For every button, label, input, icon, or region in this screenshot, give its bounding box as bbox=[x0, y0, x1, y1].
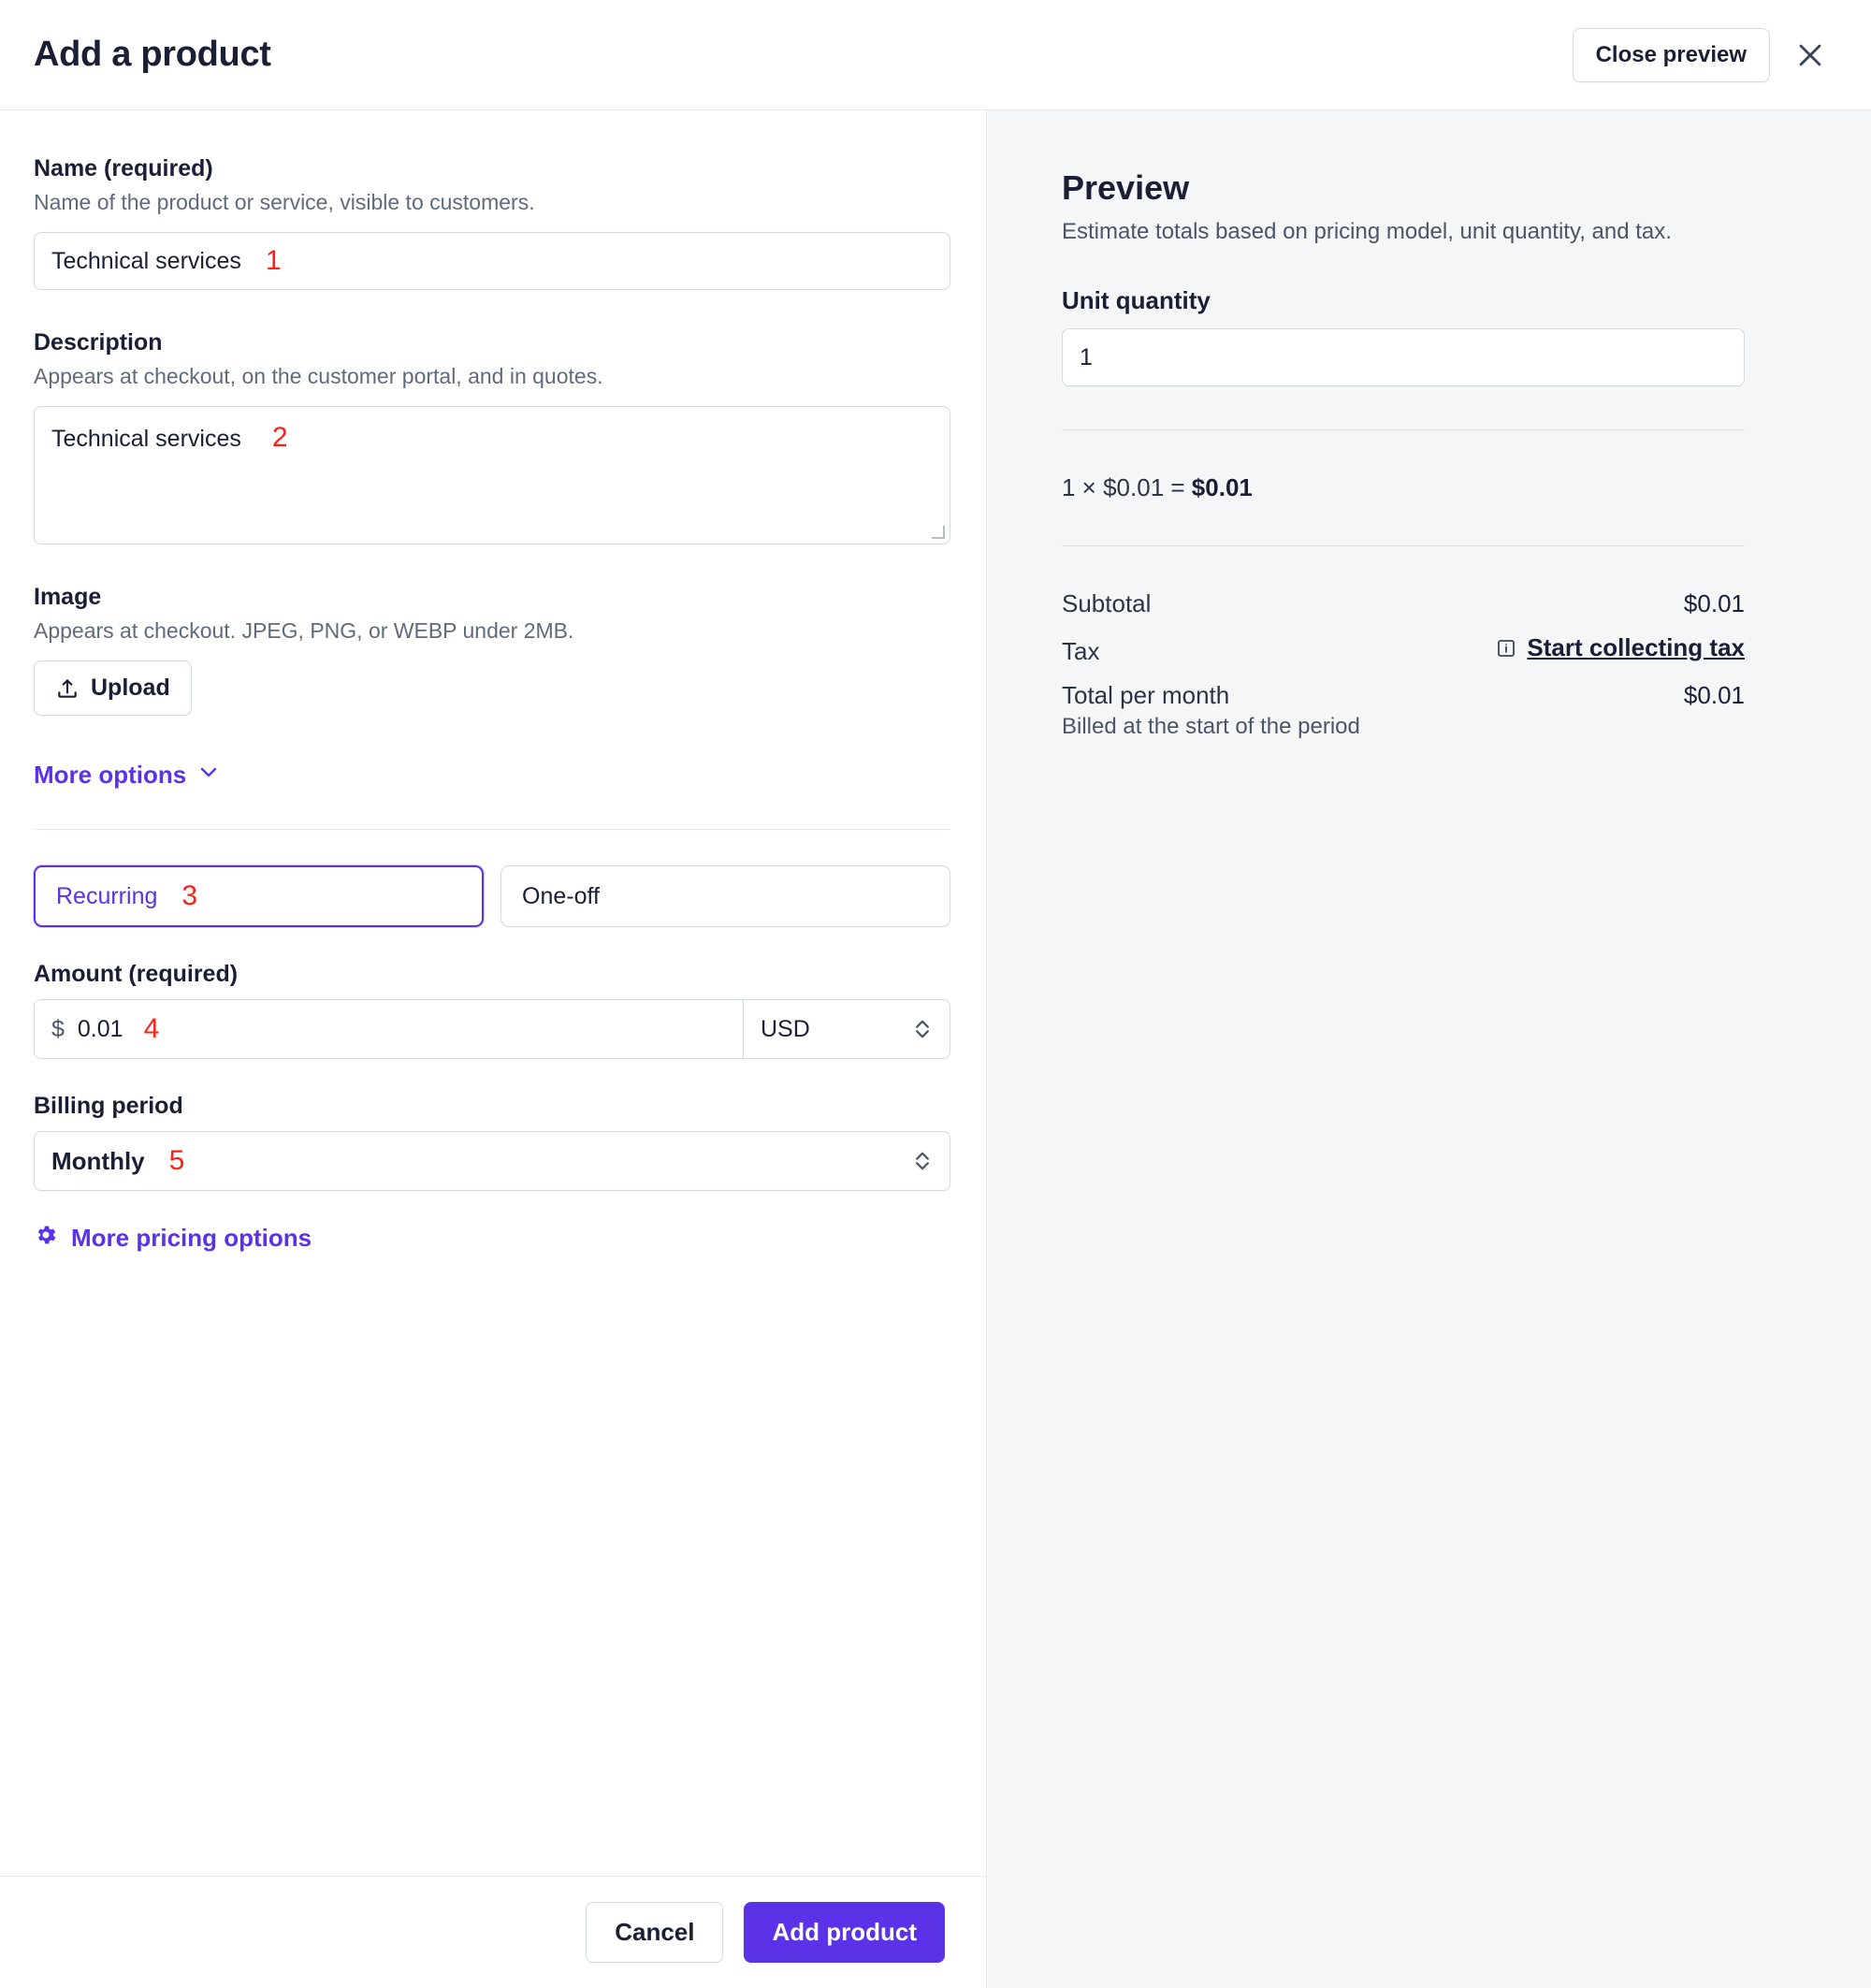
total-row bbox=[1062, 589, 1745, 618]
description-value: Technical services bbox=[51, 426, 241, 453]
add-product-button[interactable]: Add product bbox=[744, 1902, 945, 1963]
name-input[interactable] bbox=[34, 232, 950, 290]
totals-list bbox=[1062, 589, 1745, 740]
billed-note: Billed at the start of the period bbox=[1062, 713, 1360, 739]
section-divider bbox=[34, 829, 950, 830]
more-pricing-options-label: More pricing options bbox=[71, 1224, 312, 1253]
start-collecting-tax-label: Start collecting tax bbox=[1527, 633, 1745, 661]
more-options-label: More options bbox=[34, 761, 187, 790]
name-field-group bbox=[34, 155, 952, 290]
annotation-marker-4: 4 bbox=[143, 1013, 160, 1045]
annotation-marker-2: 2 bbox=[271, 422, 288, 454]
total-row bbox=[1062, 681, 1745, 710]
name-input-value: Technical services bbox=[51, 247, 241, 274]
pricing-model-recurring-label: Recurring bbox=[56, 882, 158, 909]
close-preview-button[interactable]: Close preview bbox=[1573, 28, 1770, 82]
description-help-text: Appears at checkout, on the customer portal, and in quotes. bbox=[34, 364, 603, 389]
billing-period-value: Monthly bbox=[51, 1146, 145, 1175]
total-row bbox=[1062, 633, 1745, 666]
currency-symbol: $ bbox=[51, 1015, 65, 1042]
info-icon bbox=[1495, 637, 1517, 660]
more-pricing-options-link[interactable] bbox=[34, 1223, 312, 1254]
chevron-down-icon bbox=[197, 761, 220, 790]
calculation-line bbox=[1062, 473, 1796, 502]
unit-quantity-input[interactable] bbox=[1062, 328, 1745, 386]
pricing-model-oneoff[interactable] bbox=[500, 865, 950, 927]
image-label: Image bbox=[34, 584, 102, 611]
calculation-result: $0.01 bbox=[1191, 473, 1253, 501]
preview-divider-1 bbox=[1062, 429, 1745, 430]
annotation-marker-1: 1 bbox=[265, 245, 282, 277]
start-collecting-tax-link[interactable] bbox=[1495, 633, 1745, 662]
header-actions bbox=[1573, 28, 1830, 82]
name-label: Name (required) bbox=[34, 155, 213, 181]
unit-quantity-label: Unit quantity bbox=[1062, 286, 1211, 314]
upload-icon bbox=[55, 676, 80, 701]
preview-title: Preview bbox=[1062, 168, 1190, 207]
name-help-text: Name of the product or service, visible to customers. bbox=[34, 190, 535, 214]
pricing-model-oneoff-label: One-off bbox=[522, 882, 600, 909]
pricing-model-segmented-control bbox=[34, 865, 952, 927]
close-icon[interactable] bbox=[1791, 36, 1830, 75]
amount-input[interactable] bbox=[34, 999, 743, 1059]
tax-label: Tax bbox=[1062, 636, 1100, 665]
upload-button-label: Upload bbox=[91, 675, 170, 702]
description-textarea[interactable] bbox=[34, 406, 950, 544]
cancel-button[interactable]: Cancel bbox=[586, 1902, 723, 1963]
amount-field-group bbox=[34, 961, 952, 1059]
gear-icon bbox=[34, 1223, 58, 1254]
amount-label: Amount (required) bbox=[34, 961, 239, 988]
page-title: Add a product bbox=[34, 35, 271, 74]
upload-button[interactable] bbox=[34, 660, 192, 716]
billing-period-field-group bbox=[34, 1093, 952, 1191]
preview-subtitle: Estimate totals based on pricing model, unit quantity, and tax. bbox=[1062, 219, 1672, 244]
billing-period-value-wrap bbox=[51, 1145, 184, 1177]
amount-row bbox=[34, 999, 950, 1059]
modal-body bbox=[0, 110, 1871, 1988]
annotation-marker-5: 5 bbox=[168, 1145, 185, 1177]
modal-footer bbox=[0, 1876, 986, 1988]
modal-header bbox=[0, 0, 1871, 110]
pricing-model-recurring[interactable] bbox=[34, 865, 484, 927]
currency-select[interactable] bbox=[743, 999, 950, 1059]
image-help-text: Appears at checkout. JPEG, PNG, or WEBP under 2MB. bbox=[34, 618, 574, 644]
description-label: Description bbox=[34, 329, 163, 356]
more-options-toggle[interactable] bbox=[34, 761, 220, 790]
total-per-month-label: Total per month bbox=[1062, 680, 1230, 709]
total-per-month-value: $0.01 bbox=[1683, 680, 1745, 709]
preview-divider-2 bbox=[1062, 545, 1745, 546]
subtotal-label: Subtotal bbox=[1062, 589, 1152, 617]
unit-quantity-value: 1 bbox=[1080, 343, 1093, 370]
form-scroll-area bbox=[0, 110, 986, 1876]
billing-period-label: Billing period bbox=[34, 1093, 183, 1120]
description-field-group bbox=[34, 329, 952, 544]
chevron-up-down-icon bbox=[912, 1016, 933, 1042]
billing-period-select[interactable] bbox=[34, 1131, 950, 1191]
form-pane bbox=[0, 110, 987, 1988]
currency-select-value: USD bbox=[761, 1015, 810, 1042]
subtotal-value: $0.01 bbox=[1683, 589, 1745, 617]
annotation-marker-3: 3 bbox=[181, 880, 198, 912]
calculation-expression: 1 × $0.01 = bbox=[1062, 473, 1192, 501]
preview-pane bbox=[987, 110, 1871, 1988]
resize-handle-icon[interactable] bbox=[932, 526, 945, 539]
image-field-group bbox=[34, 584, 952, 716]
chevron-up-down-icon bbox=[912, 1148, 933, 1174]
amount-value: 0.01 bbox=[77, 1015, 123, 1042]
